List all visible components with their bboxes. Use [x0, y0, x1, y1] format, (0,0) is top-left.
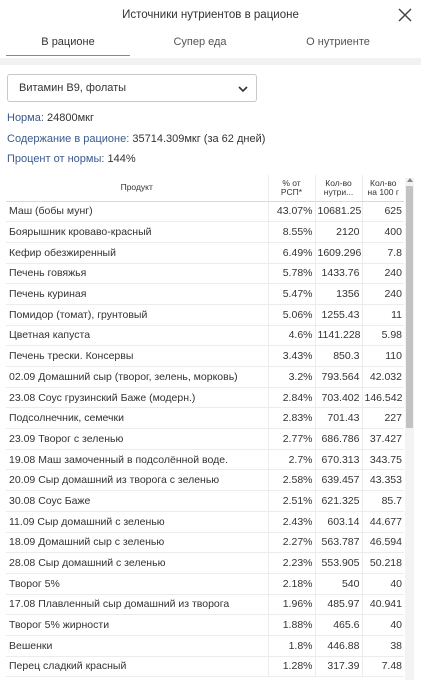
cell-pct: 1.88%: [268, 615, 315, 636]
cell-pct: 43.07%: [268, 201, 315, 222]
cell-amount: 621.325: [315, 491, 362, 512]
table-row[interactable]: [6, 284, 404, 305]
cell-pct: 2.23%: [268, 553, 315, 574]
table-row[interactable]: [6, 553, 404, 574]
table-row[interactable]: [6, 429, 404, 450]
cell-per100: 40: [362, 615, 404, 636]
cell-amount: 563.787: [315, 532, 362, 553]
cell-pct: 3.43%: [268, 346, 315, 367]
cell-per100: 11: [362, 304, 404, 325]
cell-amount: 446.88: [315, 635, 362, 656]
table-row[interactable]: [6, 635, 404, 656]
col-header-pct[interactable]: [268, 175, 315, 201]
cell-per100: 625: [362, 201, 404, 222]
tab-super-food[interactable]: Супер еда: [173, 36, 227, 48]
col-header-pct-line2: РСП*: [280, 186, 303, 197]
cell-pct: 2.58%: [268, 470, 315, 491]
cell-amount: 1433.76: [315, 263, 362, 284]
cell-name: Боярышник кроваво-красный: [6, 222, 268, 243]
cell-name: 17.08 Плавленный сыр домашний из творога: [6, 594, 268, 615]
cell-name: 20.09 Сыр домашний из творога с зеленью: [6, 470, 268, 491]
cell-pct: 2.77%: [268, 429, 315, 450]
cell-per100: 40: [362, 573, 404, 594]
table-scrollbar[interactable]: [405, 178, 414, 680]
table-row[interactable]: [6, 573, 404, 594]
cell-per100: 110: [362, 346, 404, 367]
cell-name: Подсолнечник, семечки: [6, 408, 268, 429]
col-header-amount[interactable]: [315, 175, 362, 201]
cell-name: 11.09 Сыр домашний с зеленью: [6, 511, 268, 532]
cell-per100: 85.7: [362, 491, 404, 512]
col-header-amount-line1: Кол-во: [325, 177, 352, 188]
table-row[interactable]: [6, 615, 404, 636]
cell-name: 23.08 Соус грузинский Баже (модерн.): [6, 387, 268, 408]
cell-name: 28.08 Сыр домашний с зеленью: [6, 553, 268, 574]
cell-pct: 4.6%: [268, 325, 315, 346]
cell-pct: 3.2%: [268, 367, 315, 388]
cell-name: Маш (бобы мунг): [6, 201, 268, 222]
table-row[interactable]: [6, 594, 404, 615]
sources-table: [6, 175, 404, 677]
tab-about-nutrient[interactable]: О нутриенте: [306, 36, 370, 48]
table-header-row: [6, 175, 404, 201]
cell-pct: 2.27%: [268, 532, 315, 553]
cell-per100: 240: [362, 284, 404, 305]
cell-amount: 793.564: [315, 367, 362, 388]
cell-amount: 465.6: [315, 615, 362, 636]
table-row[interactable]: [6, 470, 404, 491]
cell-per100: 146.542: [362, 387, 404, 408]
col-header-product-label: Продукт: [120, 182, 153, 193]
cell-amount: 850.3: [315, 346, 362, 367]
cell-name: 19.08 Маш замоченный в подсолённой воде.: [6, 449, 268, 470]
col-header-per100-line2: на 100 г: [367, 186, 399, 197]
cell-name: Вешенки: [6, 635, 268, 656]
cell-pct: 2.84%: [268, 387, 315, 408]
cell-amount: 1255.43: [315, 304, 362, 325]
percent-label: Процент от нормы:: [7, 153, 105, 165]
table-row[interactable]: [6, 408, 404, 429]
close-icon[interactable]: [397, 7, 413, 23]
table-row[interactable]: [6, 346, 404, 367]
cell-pct: 2.43%: [268, 511, 315, 532]
cell-name: Печень куриная: [6, 284, 268, 305]
cell-amount: 485.97: [315, 594, 362, 615]
cell-per100: 343.75: [362, 449, 404, 470]
norm-value: 24800мкг: [46, 112, 94, 124]
cell-name: Творог 5%: [6, 573, 268, 594]
col-header-amount-line2: нутри...: [323, 186, 354, 197]
table-row[interactable]: [6, 656, 404, 677]
active-tab-indicator: [6, 55, 130, 56]
content-line: [7, 133, 265, 145]
content-label: Содержание в рационе:: [7, 133, 130, 145]
col-header-product[interactable]: [6, 175, 268, 201]
cell-amount: 317.39: [315, 656, 362, 677]
scrollbar-thumb[interactable]: [406, 186, 413, 428]
cell-name: 23.09 Творог с зеленью: [6, 429, 268, 450]
cell-per100: 240: [362, 263, 404, 284]
table-row[interactable]: [6, 222, 404, 243]
table-row[interactable]: [6, 263, 404, 284]
cell-amount: 703.402: [315, 387, 362, 408]
percent-line: [7, 153, 136, 165]
norm-line: [7, 112, 94, 124]
cell-amount: 639.457: [315, 470, 362, 491]
cell-amount: 670.313: [315, 449, 362, 470]
cell-pct: 1.96%: [268, 594, 315, 615]
table-row[interactable]: [6, 511, 404, 532]
cell-amount: 603.14: [315, 511, 362, 532]
table-row[interactable]: [6, 367, 404, 388]
cell-name: 18.09 Домашний сыр с зеленью: [6, 532, 268, 553]
dialog-header: [0, 0, 421, 31]
cell-per100: 38: [362, 635, 404, 656]
cell-per100: 400: [362, 222, 404, 243]
cell-pct: 2.18%: [268, 573, 315, 594]
cell-amount: 1356: [315, 284, 362, 305]
cell-per100: 43.353: [362, 470, 404, 491]
table-body: [6, 201, 404, 677]
col-header-per100-line1: Кол-во: [370, 177, 397, 188]
table-row[interactable]: [6, 387, 404, 408]
tab-in-diet[interactable]: В рационе: [41, 36, 95, 48]
cell-pct: 5.06%: [268, 304, 315, 325]
percent-value: 144%: [107, 153, 136, 165]
cell-amount: 10681.25: [315, 201, 362, 222]
cell-pct: 5.47%: [268, 284, 315, 305]
tab-bar: [0, 31, 421, 57]
nutrient-select[interactable]: [7, 74, 257, 102]
dialog-title: Источники нутриентов в рационе: [122, 9, 299, 21]
sources-table-wrap: [6, 175, 408, 677]
cell-per100: 42.032: [362, 367, 404, 388]
table-row[interactable]: [6, 449, 404, 470]
col-header-pct-line1: % от: [282, 177, 301, 188]
cell-amount: 2120: [315, 222, 362, 243]
cell-name: Помидор (томат), грунтовый: [6, 304, 268, 325]
table-row[interactable]: [6, 491, 404, 512]
cell-pct: 8.55%: [268, 222, 315, 243]
col-header-per100[interactable]: [362, 175, 404, 201]
cell-per100: 46.594: [362, 532, 404, 553]
nutrient-select-value: Витамин В9, фолаты: [19, 82, 127, 94]
cell-name: Кефир обезжиренный: [6, 242, 268, 263]
cell-pct: 1.28%: [268, 656, 315, 677]
chevron-down-icon: [237, 83, 249, 95]
cell-per100: 50.218: [362, 553, 404, 574]
cell-name: Печень говяжья: [6, 263, 268, 284]
table-row[interactable]: [6, 304, 404, 325]
cell-per100: 7.48: [362, 656, 404, 677]
separator-band: [0, 58, 421, 65]
cell-amount: 540: [315, 573, 362, 594]
cell-per100: 7.8: [362, 242, 404, 263]
cell-amount: 553.905: [315, 553, 362, 574]
cell-name: Цветная капуста: [6, 325, 268, 346]
cell-amount: 701.43: [315, 408, 362, 429]
cell-pct: 6.49%: [268, 242, 315, 263]
cell-pct: 2.7%: [268, 449, 315, 470]
cell-pct: 2.51%: [268, 491, 315, 512]
cell-per100: 5.98: [362, 325, 404, 346]
cell-name: Творог 5% жирности: [6, 615, 268, 636]
cell-per100: 37.427: [362, 429, 404, 450]
cell-pct: 2.83%: [268, 408, 315, 429]
table-row[interactable]: [6, 532, 404, 553]
cell-per100: 40.941: [362, 594, 404, 615]
table-row[interactable]: [6, 325, 404, 346]
cell-amount: 686.786: [315, 429, 362, 450]
cell-amount: 1609.296: [315, 242, 362, 263]
norm-label: Норма:: [7, 112, 44, 124]
cell-name: 02.09 Домашний сыр (творог, зелень, морковь): [6, 367, 268, 388]
table-row[interactable]: [6, 242, 404, 263]
cell-per100: 44.677: [362, 511, 404, 532]
cell-name: 30.08 Соус Баже: [6, 491, 268, 512]
cell-pct: 1.8%: [268, 635, 315, 656]
cell-name: Печень трески. Консервы: [6, 346, 268, 367]
scroll-up-arrow-icon[interactable]: [407, 178, 413, 182]
cell-pct: 5.78%: [268, 263, 315, 284]
cell-name: Перец сладкий красный: [6, 656, 268, 677]
table-row[interactable]: [6, 201, 404, 222]
cell-per100: 227: [362, 408, 404, 429]
content-value: 35714.309мкг (за 62 дней): [132, 133, 266, 145]
cell-amount: 1141.228: [315, 325, 362, 346]
